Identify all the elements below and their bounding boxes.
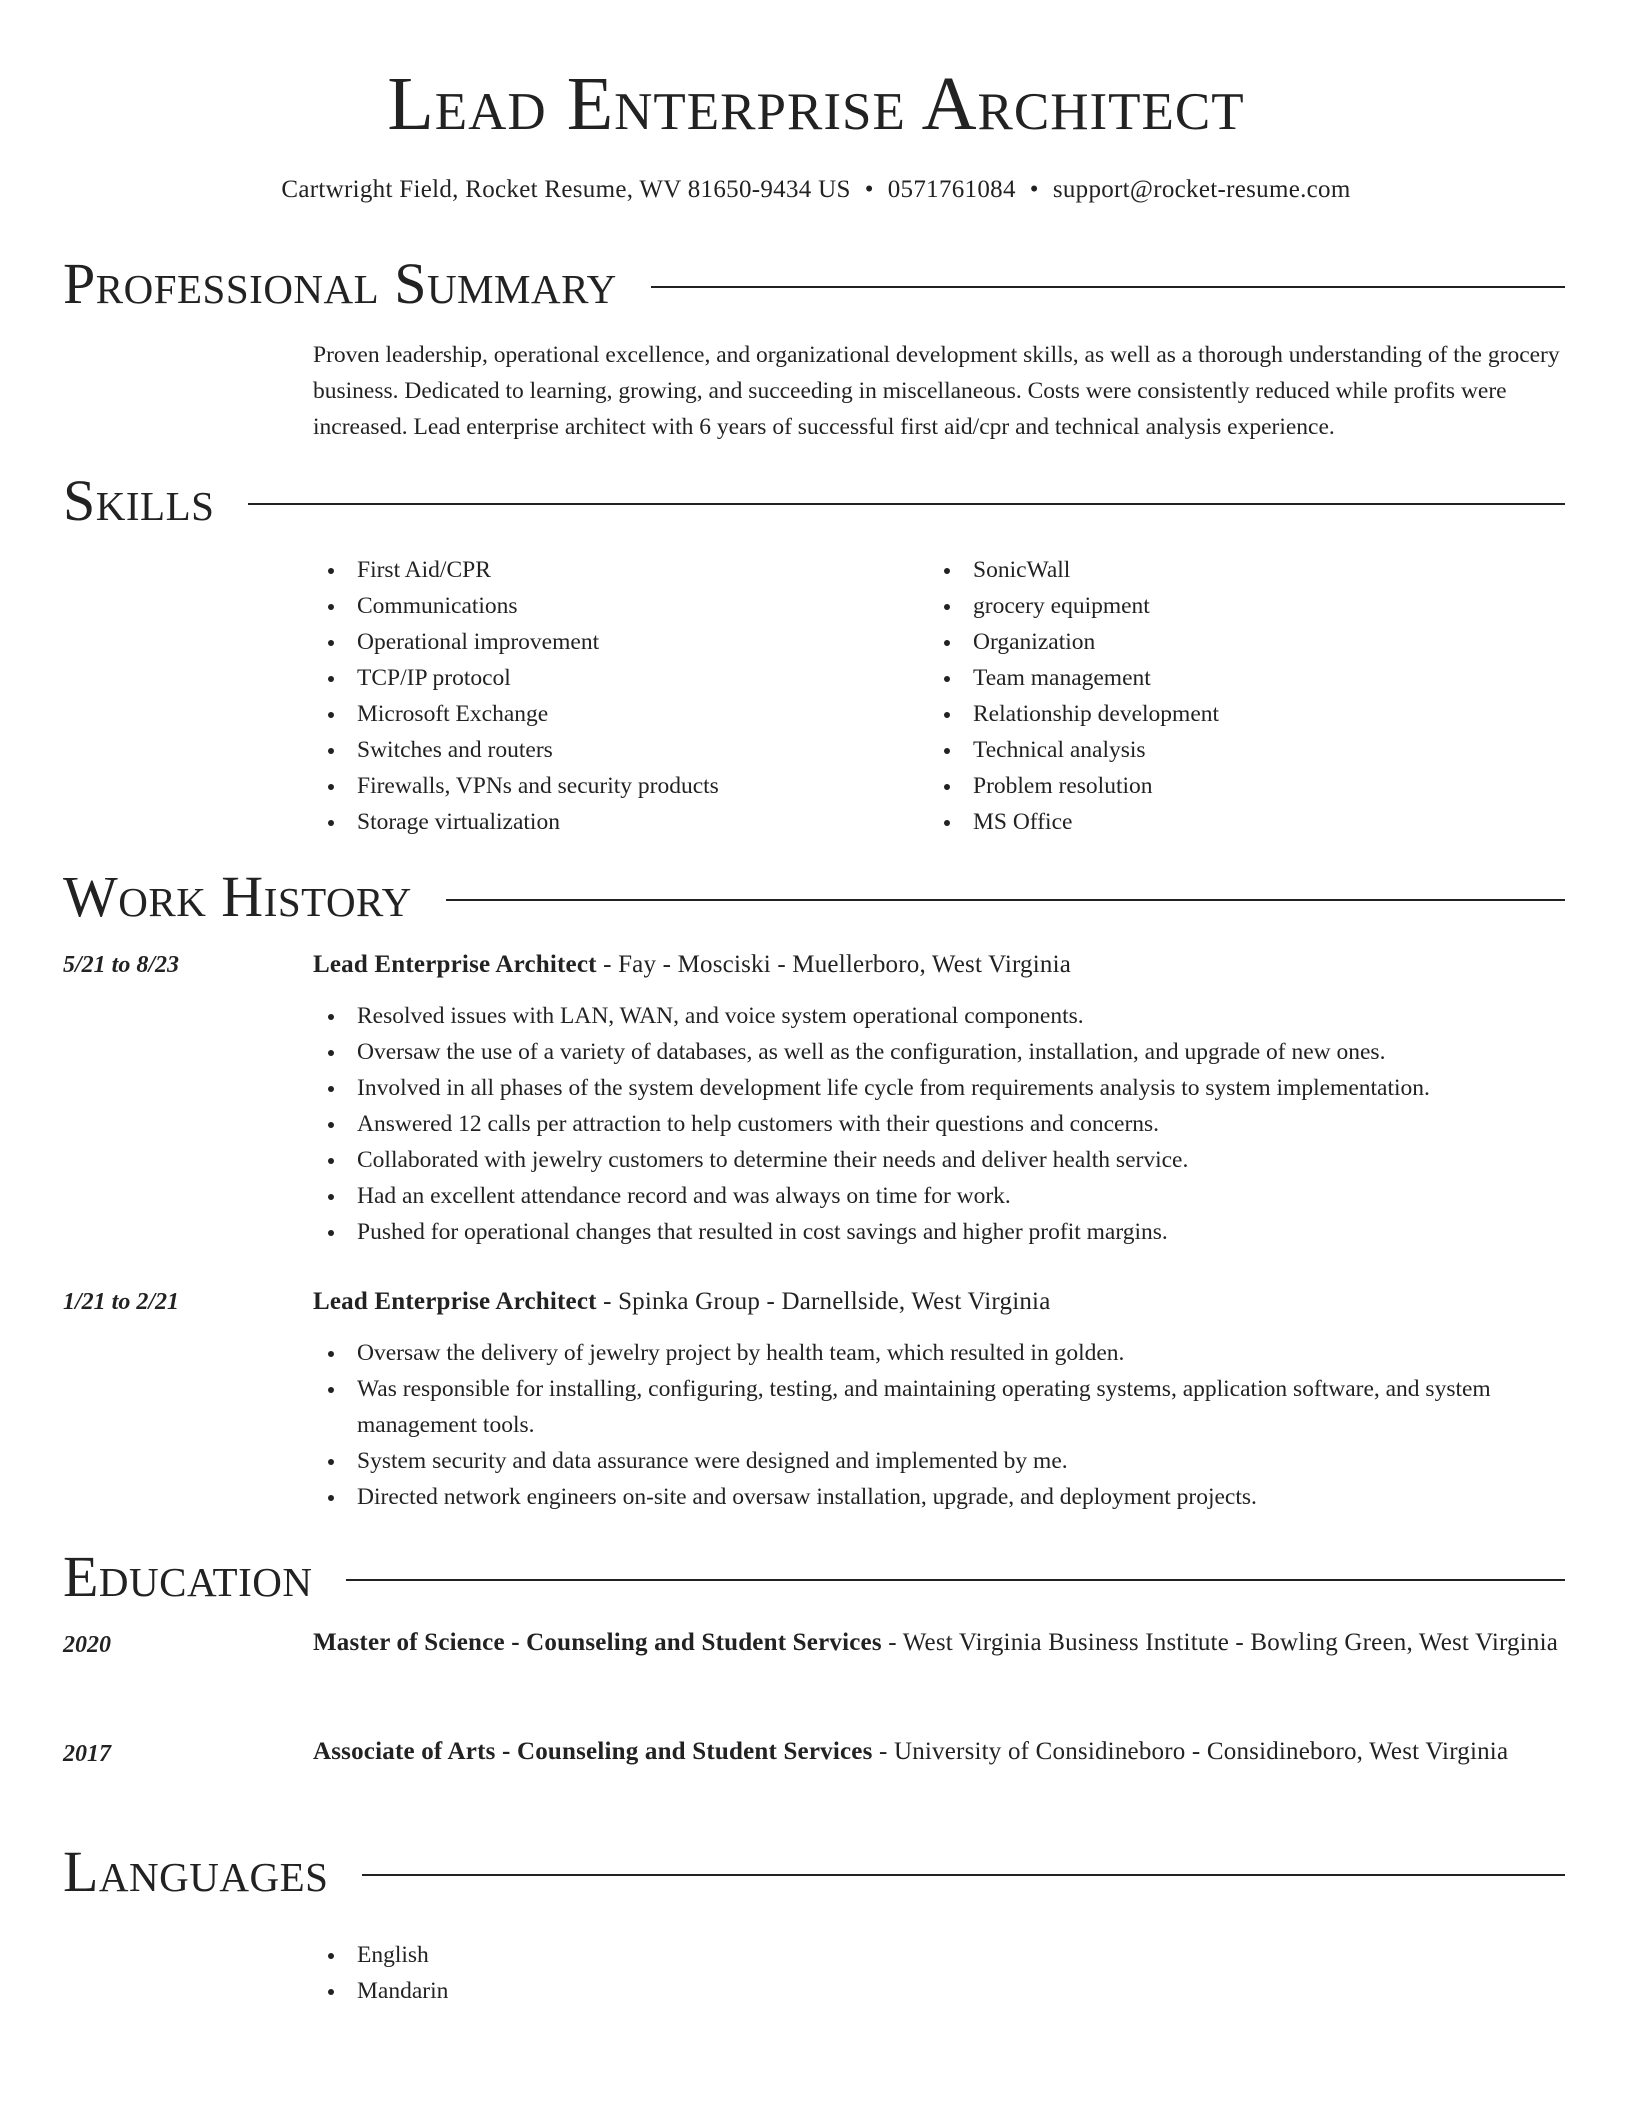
job-dates: 5/21 to 8/23 — [63, 952, 180, 978]
skill-item: Storage virtualization — [313, 804, 913, 840]
education-year: 2020 — [63, 1632, 111, 1658]
contact-line — [0, 174, 1632, 206]
skills-list-left — [313, 552, 913, 840]
contact-separator: • — [864, 176, 874, 203]
job-bullet: System security and data assurance were designed and implemented by me. — [313, 1443, 1565, 1479]
job-heading — [313, 1282, 1565, 1322]
section-heading-work — [63, 865, 1565, 929]
job-bullet: Pushed for operational changes that resulted in cost savings and higher profit margins. — [313, 1214, 1565, 1250]
section-divider — [446, 899, 1565, 901]
contact-phone: 0571761084 — [887, 176, 1016, 203]
section-heading-education — [63, 1545, 1565, 1609]
job-title: Lead Enterprise Architect — [313, 951, 597, 978]
contact-separator: • — [1029, 176, 1039, 203]
skill-item: Operational improvement — [313, 624, 913, 660]
section-title-languages: Languages — [63, 1839, 329, 1904]
section-divider — [651, 286, 1565, 288]
skill-item: Firewalls, VPNs and security products — [313, 768, 913, 804]
job-details: - Fay - Mosciski - Muellerboro, West Virginia — [596, 951, 1072, 978]
section-title-summary: Professional Summary — [63, 251, 617, 316]
languages-list — [313, 1937, 913, 2009]
skill-item: grocery equipment — [929, 588, 1529, 624]
skill-item: MS Office — [929, 804, 1529, 840]
section-divider — [248, 503, 1565, 505]
job-bullet: Resolved issues with LAN, WAN, and voice system operational components. — [313, 998, 1565, 1034]
summary-text: Proven leadership, operational excellence, and organizational development skills, as well as a thorough understanding of the grocery business. Dedicated to learning, growing, and succeeding in miscellaneous. Costs were consistently reduced while profits were increased. Lead enterprise architect with 6 years of successful first aid/cpr and technical analysis experience. — [313, 342, 1560, 440]
section-title-work: Work History — [63, 864, 412, 929]
job-bullet: Was responsible for installing, configuring, testing, and maintaining operating systems, application software, and system management tools. — [313, 1371, 1565, 1443]
job-bullet: Involved in all phases of the system development life cycle from requirements analysis to system implementation. — [313, 1070, 1565, 1106]
section-divider — [346, 1579, 1565, 1581]
job-dates: 1/21 to 2/21 — [63, 1289, 180, 1315]
job-details: - Spinka Group - Darnellside, West Virginia — [596, 1288, 1051, 1315]
skill-item: Organization — [929, 624, 1529, 660]
page-title: Lead Enterprise Architect — [387, 62, 1245, 146]
skill-item: SonicWall — [929, 552, 1529, 588]
skill-item: Microsoft Exchange — [313, 696, 913, 732]
skills-list-right — [929, 552, 1529, 840]
education-entry — [313, 1623, 1565, 1663]
education-degree: Master of Science - Counseling and Student Services — [313, 1629, 882, 1656]
skill-item: TCP/IP protocol — [313, 660, 913, 696]
skill-item: Communications — [313, 588, 913, 624]
language-item: English — [313, 1937, 913, 1973]
section-heading-summary — [63, 252, 1565, 316]
section-heading-skills — [63, 469, 1565, 533]
section-heading-languages — [63, 1840, 1565, 1904]
job-bullet: Had an excellent attendance record and was always on time for work. — [313, 1178, 1565, 1214]
job-bullets — [313, 998, 1565, 1250]
language-item: Mandarin — [313, 1973, 913, 2009]
skill-item: Team management — [929, 660, 1529, 696]
job-heading — [313, 945, 1565, 985]
job-bullet: Answered 12 calls per attraction to help customers with their questions and concerns. — [313, 1106, 1565, 1142]
education-details: - University of Considineboro - Considineboro, West Virginia — [872, 1738, 1509, 1765]
job-bullet: Collaborated with jewelry customers to determine their needs and deliver health service. — [313, 1142, 1565, 1178]
section-title-education: Education — [63, 1544, 313, 1609]
skill-item: Relationship development — [929, 696, 1529, 732]
section-divider — [362, 1874, 1565, 1876]
contact-email: support@rocket-resume.com — [1052, 176, 1351, 203]
job-title: Lead Enterprise Architect — [313, 1288, 597, 1315]
skill-item: Switches and routers — [313, 732, 913, 768]
education-entry — [313, 1732, 1565, 1772]
skills-column-right — [929, 552, 1529, 840]
contact-address: Cartwright Field, Rocket Resume, WV 81650-9434 US — [281, 176, 851, 203]
job-bullets — [313, 1335, 1565, 1515]
skill-item: First Aid/CPR — [313, 552, 913, 588]
job-bullet: Oversaw the use of a variety of databases, as well as the configuration, installation, and upgrade of new ones. — [313, 1034, 1565, 1070]
skills-column-left — [313, 552, 913, 840]
education-degree: Associate of Arts - Counseling and Student Services — [313, 1738, 873, 1765]
job-bullet: Oversaw the delivery of jewelry project by health team, which resulted in golden. — [313, 1335, 1565, 1371]
skill-item: Problem resolution — [929, 768, 1529, 804]
education-year: 2017 — [63, 1741, 111, 1767]
skill-item: Technical analysis — [929, 732, 1529, 768]
education-details: - West Virginia Business Institute - Bowling Green, West Virginia — [881, 1629, 1559, 1656]
section-title-skills: Skills — [63, 468, 215, 533]
job-bullet: Directed network engineers on-site and oversaw installation, upgrade, and deployment projects. — [313, 1479, 1565, 1515]
